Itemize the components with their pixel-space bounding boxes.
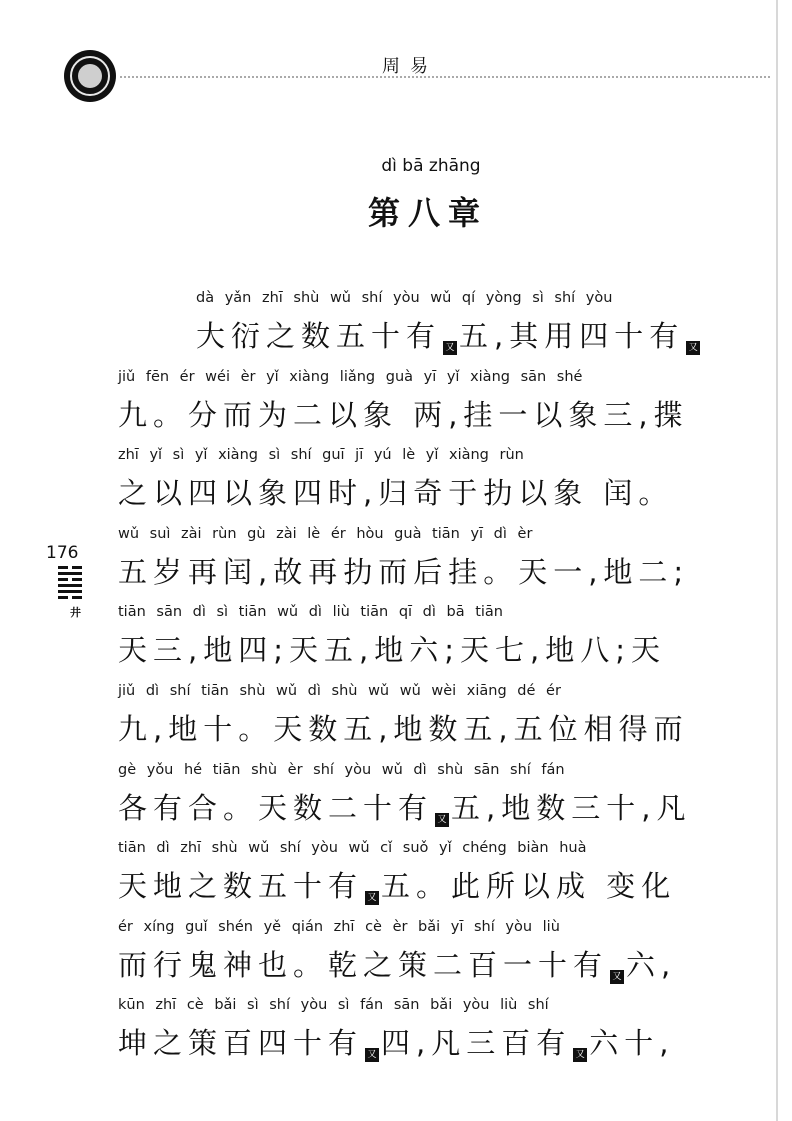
hanzi-line — [118, 786, 691, 827]
chapter-title: 第八章 — [367, 194, 488, 232]
pronunciation-note-icon: 又 — [443, 341, 457, 355]
hanzi-text: 九。分而为二以象 两,挂一以象三,揲 — [118, 397, 689, 432]
pinyin-line: ér xíng guǐ shén yě qián zhī cè èr bǎi yī shí yòu liù — [118, 918, 560, 935]
pinyin-line: jiǔ dì shí tiān shù wǔ dì shù wǔ wǔ wèi xiāng dé ér — [118, 683, 561, 699]
hanzi-line — [196, 314, 702, 355]
hanzi-text: 天地之数五十有 — [118, 869, 364, 904]
hanzi-text: 五岁再闰,故再扐而后挂。天一,地二; — [118, 554, 690, 589]
hanzi-text: 之以四以象四时,归奇于扐以象 闰。 — [118, 476, 674, 511]
pronunciation-note-icon: 又 — [573, 1048, 587, 1062]
hanzi-line — [118, 707, 689, 748]
pinyin-line: dà yǎn zhī shù wǔ shí yòu wǔ qí yòng sì shí yòu — [196, 290, 613, 306]
hanzi-text: 四,凡三百有 — [381, 1026, 572, 1061]
hanzi-text: 各有合。天数二十有 — [118, 790, 434, 825]
pronunciation-note-icon: 又 — [686, 341, 700, 355]
hanzi-line — [118, 943, 676, 984]
pinyin-line: wǔ suì zài rùn gù zài lè ér hòu guà tiān yī dì èr — [118, 525, 533, 542]
hanzi-text: 大衍之数五十有 — [196, 319, 442, 353]
book-series-logo — [64, 50, 116, 102]
pinyin-line: gè yǒu hé tiān shù èr shí yòu wǔ dì shù sān shí fán — [118, 761, 565, 778]
pinyin-line: zhī yǐ sì yǐ xiàng sì shí guī jī yú lè yǐ xiàng rùn — [118, 447, 524, 464]
hanzi-line — [118, 1021, 674, 1062]
hanzi-text: 六十, — [589, 1026, 675, 1061]
hanzi-text: 坤之策百四十有 — [118, 1026, 364, 1061]
hanzi-text: 天三,地四;天五,地六;天七,地八;天 — [118, 633, 666, 668]
page-number: 176 — [46, 543, 79, 563]
hexagram-name: 井 — [70, 606, 81, 619]
hanzi-line — [118, 628, 666, 669]
header-rule — [120, 76, 770, 78]
pronunciation-note-icon: 又 — [365, 1048, 379, 1062]
hanzi-line — [118, 550, 689, 591]
hanzi-text: 而行鬼神也。乾之策二百一十有 — [118, 947, 609, 982]
hanzi-text: 五。此所以成 变化 — [381, 869, 677, 904]
hanzi-line — [118, 471, 673, 512]
pinyin-line: kūn zhī cè bǎi sì shí yòu sì fán sān bǎi yòu liù shí — [118, 997, 549, 1014]
hanzi-text: 五,其用四十有 — [459, 319, 685, 353]
hanzi-line — [118, 393, 689, 434]
hanzi-text: 五,地数三十,凡 — [451, 790, 692, 825]
pinyin-line: jiǔ fēn ér wéi èr yǐ xiàng liǎng guà yī yǐ xiàng sān shé — [118, 368, 583, 385]
hanzi-text: 九,地十。天数五,地数五,五位相得而 — [118, 712, 689, 746]
hanzi-text: 六, — [626, 947, 677, 982]
hanzi-line — [118, 864, 676, 905]
running-header-title: 周易 — [382, 56, 438, 77]
pronunciation-note-icon: 又 — [435, 813, 449, 827]
pinyin-line: tiān dì zhī shù wǔ shí yòu wǔ cǐ suǒ yǐ chéng biàn huà — [118, 840, 587, 857]
pronunciation-note-icon: 又 — [610, 970, 624, 984]
chapter-pinyin: dì bā zhāng — [381, 156, 481, 176]
pinyin-line: tiān sān dì sì tiān wǔ dì liù tiān qī dì bā tiān — [118, 604, 503, 621]
pronunciation-note-icon: 又 — [365, 891, 379, 905]
